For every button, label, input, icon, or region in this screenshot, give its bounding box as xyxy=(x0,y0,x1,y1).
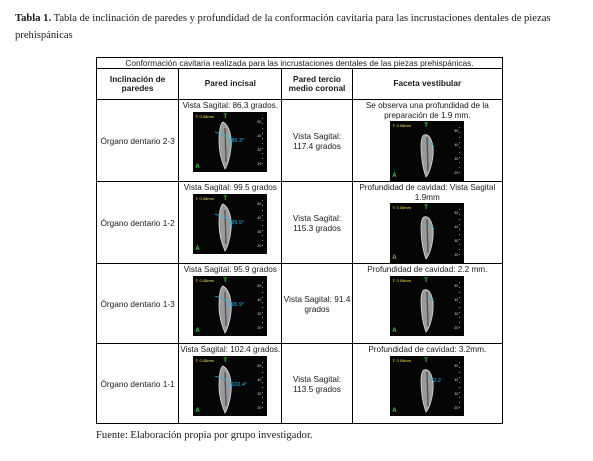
caption-label: Tabla 1. xyxy=(15,13,52,24)
ct-angle-label: 99.5° xyxy=(231,219,245,226)
incisal-ct-image: T: 0.08mm T A 50 40 30 20 99.5° xyxy=(193,194,267,254)
ct-thickness-label: T: 0.08mm xyxy=(392,205,411,210)
ct-anterior-label: A xyxy=(392,327,397,334)
ct-anterior-label: A xyxy=(392,173,397,179)
facet-ct-image: T: 0.08mm T A 50 40 30 20 xyxy=(390,203,464,263)
facet-ct-image: T: 0.08mm T A 50 40 30 20 3.2 xyxy=(390,356,464,416)
ct-anterior-label: A xyxy=(392,407,397,414)
ct-top-label: T xyxy=(424,357,428,364)
ct-scale-bar xyxy=(262,362,263,412)
ct-top-label: T xyxy=(223,277,227,284)
table-row xyxy=(97,344,503,424)
ct-top-label: T xyxy=(223,113,227,120)
ct-top-label: T xyxy=(223,357,227,364)
incisal-text: Vista Sagital: 95.9 grados xyxy=(183,265,277,274)
ct-scale-bar xyxy=(262,118,263,168)
caption-text: Tabla de inclinación de paredes y profundidad de la conformación cavitaria para las incrustaciones dentales de piezas prehispánicas xyxy=(15,13,551,41)
incisal-cell xyxy=(179,182,282,264)
row-label: Órgano dentario 1-3 xyxy=(97,264,179,344)
ct-scan-image xyxy=(390,356,464,416)
ct-thickness-label: T: 0.08mm xyxy=(392,123,411,128)
ct-thickness-label: T: 0.08mm xyxy=(195,357,214,363)
facet-text: Profundidad de cavidad: 3.2mm. xyxy=(368,345,487,354)
table-row xyxy=(97,182,503,264)
ct-scan-image xyxy=(390,276,464,336)
incisal-text: Vista Sagital: 102.4 grados. xyxy=(180,345,281,354)
ct-thickness-label: T: 0.08mm xyxy=(195,113,214,119)
ct-scan-image xyxy=(193,356,267,416)
middle-third-cell: Vista Sagital: 115.3 grados xyxy=(282,182,352,264)
ct-angle-label: 86.3° xyxy=(231,137,245,144)
facet-ct-image: T: 0.08mm T A 50 40 30 20 xyxy=(390,121,464,181)
header-faceta-vestibular: Faceta vestibular xyxy=(352,69,502,100)
incisal-ct-image: T: 0.08mm T A 50 40 30 20 102.4° xyxy=(193,356,267,416)
ct-top-label: T xyxy=(424,277,428,284)
ct-scale-bar xyxy=(459,362,460,412)
ct-anterior-label: A xyxy=(195,163,200,170)
row-label: Órgano dentario 2-3 xyxy=(97,100,179,182)
ct-thickness-label: T: 0.08mm xyxy=(195,195,214,201)
table-row xyxy=(97,100,503,182)
facet-text: Profundidad de cavidad: Vista Sagital 1.9mm xyxy=(359,183,496,202)
facet-cell xyxy=(352,100,502,182)
middle-third-cell: Vista Sagital: 117.4 grados xyxy=(282,100,352,182)
header-inclinacion: Inclinación de paredes xyxy=(97,69,179,100)
facet-text: Se observa una profundidad de la preparación de 1.9 mm. xyxy=(365,101,489,120)
middle-third-cell: Vista Sagital: 113.5 grados xyxy=(282,344,352,424)
incisal-ct-image: T: 0.08mm T A 50 40 30 20 95.9° xyxy=(193,276,267,336)
ct-scan-image xyxy=(193,112,267,172)
incisal-cell xyxy=(179,344,282,424)
ct-anterior-label: A xyxy=(195,245,200,252)
ct-scan-image xyxy=(193,194,267,254)
incisal-text: Vista Sagital: 86.3 grados. xyxy=(182,101,279,110)
table-title: Conformación cavitaria realizada para las incrustaciones dentales de las piezas prehispánicas. xyxy=(97,58,503,69)
source-note: Fuente: Elaboración propia por grupo investigador. xyxy=(96,430,313,441)
incisal-cell xyxy=(179,100,282,182)
ct-top-label: T xyxy=(424,205,428,211)
incisal-text: Vista Sagital: 99.5 grados xyxy=(183,183,277,192)
table-row xyxy=(97,264,503,344)
facet-ct-image: T: 0.08mm T A 50 40 30 20 xyxy=(390,276,464,336)
facet-cell xyxy=(352,182,502,264)
facet-cell xyxy=(352,344,502,424)
ct-anterior-label: A xyxy=(195,327,200,334)
incisal-ct-image: T: 0.08mm T A 50 40 30 20 86.3° xyxy=(193,112,267,172)
ct-anterior-label: A xyxy=(392,255,397,261)
header-tercio-medio: Pared tercio medio coronal xyxy=(282,69,352,100)
row-label: Órgano dentario 1-2 xyxy=(97,182,179,264)
ct-angle-label: 102.4° xyxy=(231,381,248,388)
ct-scan-image xyxy=(390,121,464,181)
ct-scale-bar xyxy=(262,282,263,332)
ct-scale-bar xyxy=(459,127,460,177)
ct-angle-label: 95.9° xyxy=(231,301,245,308)
ct-top-label: T xyxy=(223,195,227,202)
ct-thickness-label: T: 0.08mm xyxy=(392,357,411,363)
ct-thickness-label: T: 0.08mm xyxy=(195,277,214,283)
facet-text: Profundidad de cavidad: 2.2 mm. xyxy=(367,265,488,274)
ct-scan-image xyxy=(193,276,267,336)
ct-scale-bar xyxy=(459,282,460,332)
incisal-cell xyxy=(179,264,282,344)
ct-anterior-label: A xyxy=(195,407,200,414)
ct-top-label: T xyxy=(424,123,428,129)
middle-third-cell: Vista Sagital: 91.4 grados xyxy=(282,264,352,344)
row-label: Órgano dentario 1-1 xyxy=(97,344,179,424)
ct-thickness-label: T: 0.08mm xyxy=(392,277,411,283)
ct-scale-bar xyxy=(262,200,263,250)
table-caption xyxy=(15,10,581,44)
facet-cell xyxy=(352,264,502,344)
ct-scan-image xyxy=(390,203,464,263)
cavity-table xyxy=(96,57,503,424)
header-pared-incisal: Pared incisal xyxy=(179,69,282,100)
ct-angle-label: 3.2 xyxy=(433,377,441,384)
ct-scale-bar xyxy=(459,209,460,259)
